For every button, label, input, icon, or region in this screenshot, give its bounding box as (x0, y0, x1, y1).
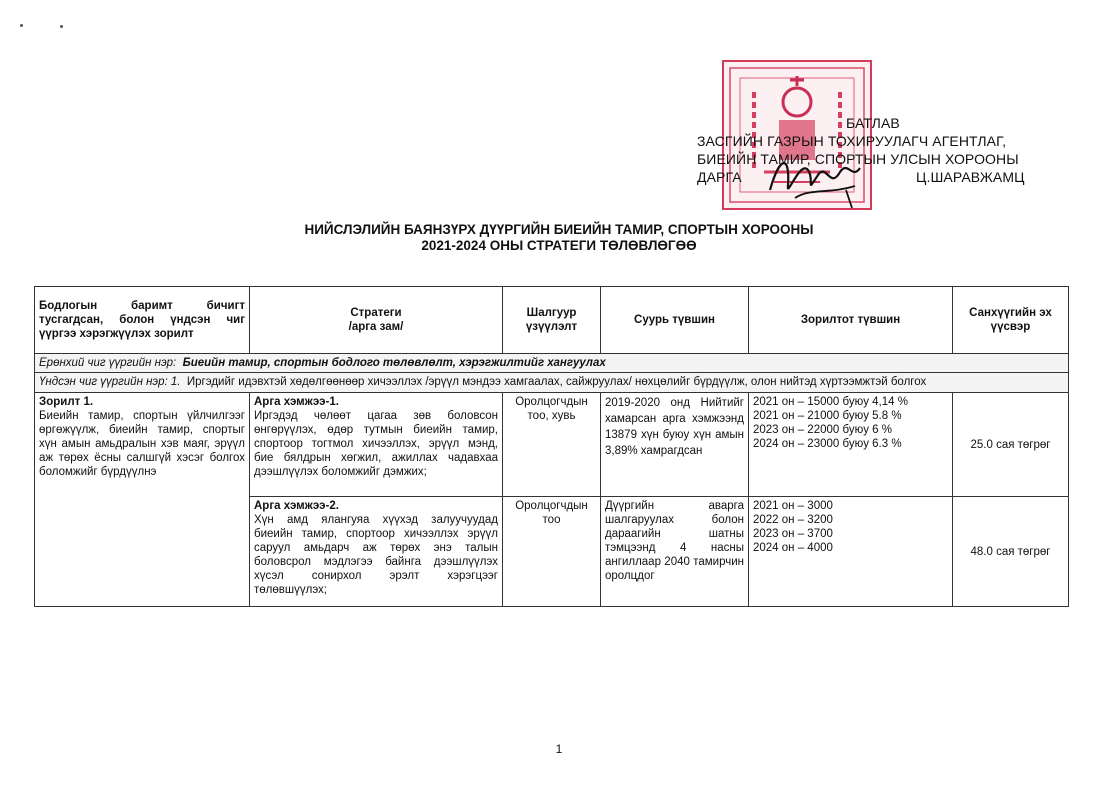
approval-position: ДАРГА (697, 169, 742, 185)
target-item: 2022 он – 3200 (753, 514, 833, 526)
target-item: 2024 он – 4000 (753, 542, 833, 554)
action-text: Иргэдэд чөлөөт цагаа зөв боловсон өнгөрүүлэх, өдөр тутмын биеийн тамир, спортоор тогтмол хичээллэх, эрүүл мэнд, бие бялдрын хөгжил, ажиллах чадавхаа дээшлүүлэх боломжийг дэмжих; (254, 410, 498, 478)
main-function-number: 1. (170, 376, 181, 388)
approval-heading: БАТЛАВ (846, 115, 900, 131)
header-criteria: Шалгуур үзүүлэлт (503, 287, 601, 354)
criteria-cell: Оролцогчдын тоо (503, 497, 601, 607)
main-function-row (35, 373, 1069, 393)
target-item: 2024 он – 23000 буюу 6.3 % (753, 438, 902, 450)
baseline-cell: Дүүргийн аварга шалгаруулах болон дараагийн шатны тэмцээнд 4 насны ангиллаар 2040 тамирчин оролцдог (601, 497, 749, 607)
action-title: Арга хэмжээ-2. (254, 500, 339, 512)
general-function-value: Биеийн тамир, спортын бодлого төлөвлөлт, хэрэгжилтийг хангуулах (182, 357, 606, 369)
action-title: Арга хэмжээ-1. (254, 396, 339, 408)
target-item: 2021 он – 15000 буюу 4,14 % (753, 396, 908, 408)
header-strategy-title: Стратеги (350, 307, 402, 319)
target-item: 2023 он – 22000 буюу 6 % (753, 424, 892, 436)
target-cell (749, 497, 953, 607)
target-cell (749, 393, 953, 497)
table-row (35, 393, 1069, 497)
target-item: 2023 он – 3700 (753, 528, 833, 540)
action-text: Хүн амд ялангуяа хүүхэд залуучуудад биеийн тамир, спортоор хичээллэх эрүүл саруул амьдарч аж төрөх энэ талын боловсрол мэдлэгээ байнга дээшлүүлэх хүсэл сонирхол эрэлт хэрэгцээг төлөвшүүлэх; (254, 514, 498, 596)
document-title-line1: НИЙСЛЭЛИЙН БАЯНЗҮРХ ДҮҮРГИЙН БИЕИЙН ТАМИР, СПОРТЫН ХОРООНЫ (304, 222, 814, 237)
goal-cell (35, 393, 250, 607)
handwritten-signature (760, 150, 870, 210)
baseline-cell: 2019-2020 онд Нийтийг хамарсан арга хэмжээнд 13879 хүн буюу хүн амын 3,89% хамрагдсан (601, 393, 749, 497)
general-function-label: Ерөнхий чиг үүргийн нэр: (39, 357, 177, 369)
approval-agency-line: ЗАСГИЙН ГАЗРЫН ТОХИРУУЛАГЧ АГЕНТЛАГ, (697, 133, 1007, 149)
general-function-row (35, 354, 1069, 373)
action-cell (250, 393, 503, 497)
goal-text: Биеийн тамир, спортын үйлчилгээг өргөжүүлж, биеийн тамир, спортыг хүн амын амьдралын хэв маяг, эрүүл аж төрөх ёсны салшгүй хэсэг болгох боломжийг бүрдүүлнэ (39, 410, 245, 478)
main-function-cell (35, 373, 1069, 393)
document-title-line2: 2021-2024 ОНЫ СТРАТЕГИ ТӨЛӨВЛӨГӨӨ (421, 238, 697, 253)
approval-committee-line: БИЕИЙН ТАМИР, СПОРТЫН УЛСЫН ХОРООНЫ (697, 151, 1019, 167)
scan-speck (20, 24, 23, 27)
target-item: 2021 он – 3000 (753, 500, 833, 512)
page-number: 1 (555, 742, 563, 756)
strategy-table (34, 286, 1069, 607)
header-baseline: Суурь түвшин (601, 287, 749, 354)
funding-cell: 48.0 сая төгрөг (953, 497, 1069, 607)
scan-speck (60, 25, 63, 28)
target-item: 2021 он – 21000 буюу 5.8 % (753, 410, 902, 422)
approval-signer-name: Ц.ШАРАВЖАМЦ (916, 169, 1025, 185)
table-header-row (35, 287, 1069, 354)
header-funding: Санхүүгийн эх үүсвэр (953, 287, 1069, 354)
main-function-label: Үндсэн чиг үүргийн нэр: (39, 376, 168, 388)
action-cell (250, 497, 503, 607)
header-strategy-subtitle: /арга зам/ (348, 321, 404, 333)
header-target: Зорилтот түвшин (749, 287, 953, 354)
header-strategy (250, 287, 503, 354)
main-function-value: Иргэдийг идэвхтэй хөдөлгөөнөөр хичээллэх /эрүүл мэндээ хамгаалах, сайжруулах/ нөхцөлийг бүрдүүлж, олон нийтэд хүртээмжтэй болгох (186, 376, 927, 388)
header-goal: Бодлогын баримт бичигт тусгагдсан, болон үндсэн чиг үүргээ хэрэгжүүлэх зорилт (35, 287, 250, 354)
goal-title: Зорилт 1. (39, 396, 94, 408)
funding-cell: 25.0 сая төгрөг (953, 393, 1069, 497)
criteria-cell: Оролцогчдын тоо, хувь (503, 393, 601, 497)
general-function-cell (35, 354, 1069, 373)
